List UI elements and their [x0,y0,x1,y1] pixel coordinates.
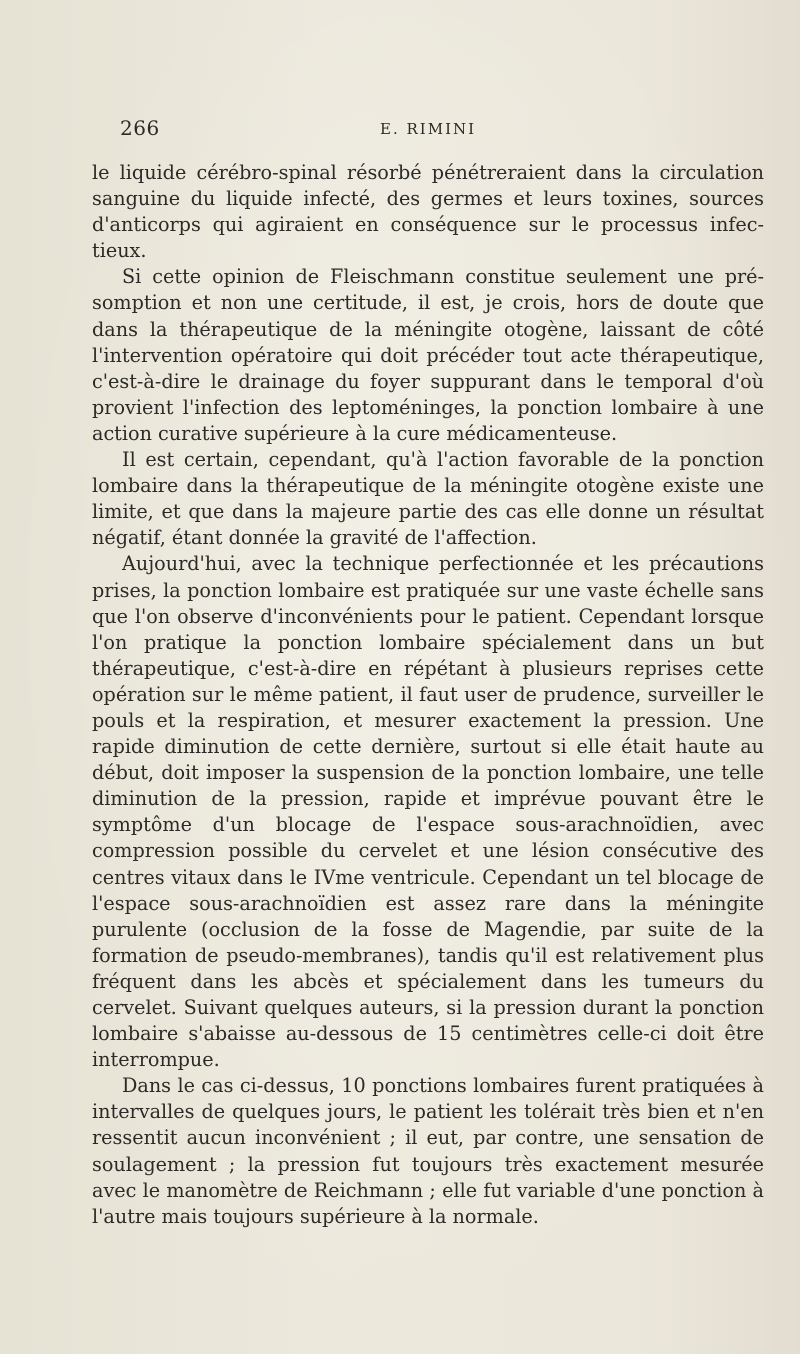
page-header [120,116,760,146]
paragraph-2: Si cette opinion de Fleischmann constitue seulement une présomption et non une certitude, il est, je crois, hors de doute que dans la thérapeutique de la méningite otogène, laissant de côté l'intervention opératoire qui doit précéder tout acte thérapeutique, c'est-à-dire le drainage du foyer suppurant dans le temporal d'où provient l'infection des leptoméninges, la ponction lombaire à une action curative supérieure à la cure médicamenteuse. [92,265,764,445]
body-text [92,160,764,1230]
paragraph-1: le liquide cérébro-spinal résorbé pénétreraient dans la circulation sanguine du liquide infecté, des germes et leurs toxines, sources d'anticorps qui agiraient en conséquence sur le processus infectieux. [92,161,764,263]
paragraph-4: Aujourd'hui, avec la technique perfectionnée et les précautions prises, la ponction lombaire est pratiquée sur une vaste échelle sans que l'on observe d'inconvénients pour le patient. Cependant lorsque l'on pratique la ponction lombaire spécialement dans un but thérapeutique, c'est-à-dire en répétant à plusieurs reprises cette opération sur le même patient, il faut user de prudence, surveiller le pouls et la respiration, et mesurer exactement la pression. Une rapide diminution de cette dernière, surtout si elle était haute au début, doit imposer la suspension de la ponction lombaire, une telle diminution de la pression, rapide et imprévue pouvant être le symptôme d'un blocage de l'espace sous-arachnoïdien, avec compression possible du cervelet et une lésion consécutive des centres vitaux dans le IVme ventricule. Cependant un tel blocage de l'espace sous-arachnoïdien est assez rare dans la méningite purulente (occlusion de la fosse de Magendie, par suite de la formation de pseudo-membranes), tandis qu'il est relativement plus fréquent dans les abcès et spécialement dans les tumeurs du cervelet. Suivant quelques auteurs, si la pression durant la ponction lombaire s'abaisse au-dessous de 15 centimètres celle-ci doit être interrompue. [92,552,764,1072]
paragraph-3: Il est certain, cependant, qu'à l'action favorable de la ponction lombaire dans la thérapeutique de la méningite otogène existe une limite, et que dans la majeure partie des cas elle donne un résultat négatif, étant donnée la gravité de l'affection. [92,448,764,550]
paragraph-5: Dans le cas ci-dessus, 10 ponctions lombaires furent pratiquées à intervalles de quelques jours, le patient les tolérait très bien et n'en ressentit aucun inconvénient ; il eut, par contre, une sensation de soulagement ; la pression fut toujours très exactement mesurée avec le manomètre de Reichmann ; elle fut variable d'une ponction à l'autre mais toujours supérieure à la normale. [92,1074,764,1228]
page-number: 266 [120,116,160,140]
running-head: E. RIMINI [380,120,477,138]
